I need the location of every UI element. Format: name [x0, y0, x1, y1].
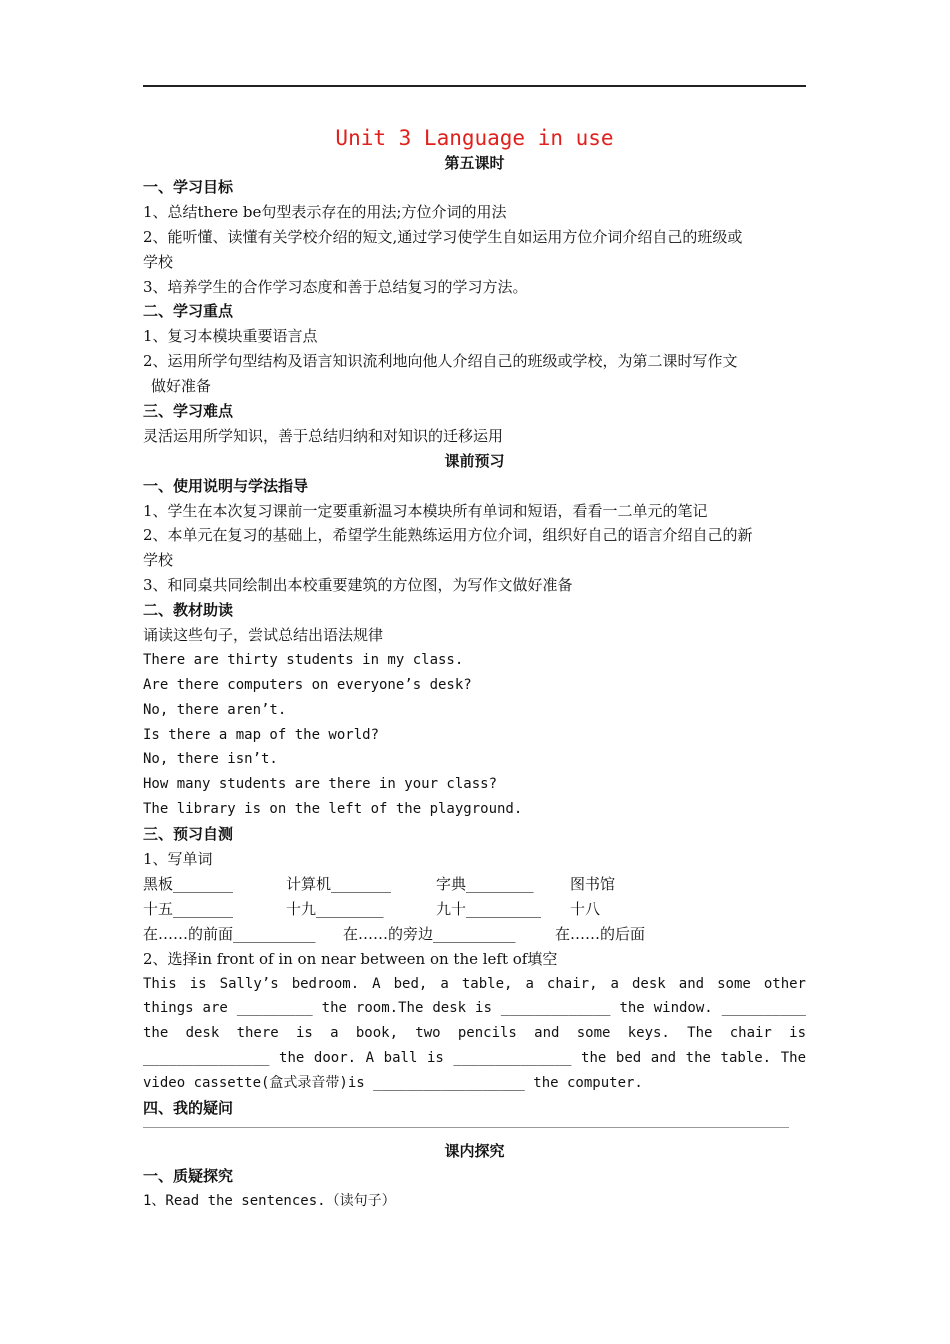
page-title: Unit 3 Language in use	[335, 126, 614, 150]
example-sentence: No, there isn’t.	[143, 751, 278, 768]
vocab-blank[interactable]: 十五________	[143, 899, 234, 918]
vocab-blank[interactable]: 图书馆	[570, 874, 616, 893]
key-point-item: 2、运用所学句型结构及语言知识流利地向他人介绍自己的班级或学校，为第二课时写作文	[143, 352, 738, 371]
vocab-blank[interactable]: 在……的前面___________	[143, 924, 316, 943]
passage-line[interactable]: _______________ the door. A ball is ______________ the bed and the table. The	[143, 1050, 806, 1067]
key-point-item: 1、复习本模块重要语言点	[143, 327, 318, 346]
vocab-blank[interactable]: 计算机________	[286, 874, 392, 893]
difficulty-item: 灵活运用所学知识，善于总结归纳和对知识的迁移运用	[143, 426, 504, 445]
lesson-subtitle: 第五课时	[444, 154, 505, 172]
reading-heading: 二、教材助读	[143, 601, 234, 620]
key-point-item: 做好准备	[151, 377, 212, 396]
vocab-row	[143, 922, 806, 947]
goal-item: 3、培养学生的合作学习态度和善于总结复习的学习方法。	[143, 277, 528, 296]
goal-item: 学校	[143, 252, 174, 271]
in-class-heading: 课内探究	[444, 1141, 505, 1160]
choose-label: 2、选择in front of in on near between on the left of填空	[143, 949, 558, 968]
vocab-row	[143, 897, 806, 922]
example-sentence: There are thirty students in my class.	[143, 651, 464, 668]
vocab-blank[interactable]: 在……的后面	[555, 924, 646, 943]
read-item: 1、Read the sentences.（读句子）	[143, 1192, 396, 1209]
divider	[143, 1127, 806, 1139]
guide-item: 2、本单元在复习的基础上，希望学生能熟练运用方位介词，组织好自己的语言介绍自己的新	[143, 526, 753, 545]
goal-item: 1、总结there be句型表示存在的用法;方位介词的用法	[143, 202, 507, 221]
goals-heading: 一、学习目标	[143, 178, 234, 196]
passage-line[interactable]: video cassette(盒式录音带)is __________________ the computer.	[143, 1075, 643, 1092]
passage-line[interactable]: things are _________ the room.The desk is _____________ the window. __________	[143, 1000, 806, 1017]
example-sentence: Is there a map of the world?	[143, 726, 380, 743]
worksheet-page	[143, 124, 806, 1214]
key-points-heading: 二、学习重点	[143, 302, 234, 321]
guide-item: 3、和同桌共同绘制出本校重要建筑的方位图，为写作文做好准备	[143, 576, 573, 595]
reading-intro: 诵读这些句子，尝试总结出语法规律	[143, 626, 384, 645]
example-sentence: No, there aren’t.	[143, 701, 287, 718]
vocab-blank[interactable]: 黑板________	[143, 874, 234, 893]
difficulties-heading: 三、学习难点	[143, 402, 234, 421]
example-sentence: Are there computers on everyone’s desk?	[143, 676, 472, 693]
passage-line: This is Sally’s bedroom. A bed, a table, a chair, a desk and some other	[143, 975, 806, 992]
vocab-blank[interactable]: 字典_________	[436, 874, 534, 893]
questions-heading: 四、我的疑问	[143, 1098, 234, 1117]
inquiry-heading: 一、质疑探究	[143, 1166, 234, 1185]
example-sentence: How many students are there in your class?	[143, 776, 498, 793]
guide-item: 1、学生在本次复习课前一定要重新温习本模块所有单词和短语，看看一二单元的笔记	[143, 501, 708, 520]
preview-heading: 课前预习	[444, 451, 505, 470]
top-rule	[143, 85, 806, 87]
guide-heading: 一、使用说明与学法指导	[143, 476, 309, 495]
vocab-blank[interactable]: 九十__________	[436, 899, 542, 918]
vocab-blank[interactable]: 在……的旁边___________	[343, 924, 516, 943]
self-test-heading: 三、预习自测	[143, 825, 234, 844]
passage-line: the desk there is a book, two pencils and some keys. The chair is	[143, 1025, 806, 1042]
goal-item: 2、能听懂、读懂有关学校介绍的短文,通过学习使学生自如运用方位介词介绍自己的班级或	[143, 227, 743, 246]
vocab-blank[interactable]: 十八	[570, 899, 601, 918]
vocab-blank[interactable]: 十九_________	[286, 899, 384, 918]
example-sentence: The library is on the left of the playground.	[143, 801, 523, 818]
guide-item: 学校	[143, 551, 174, 570]
write-words-label: 1、写单词	[143, 850, 213, 869]
vocab-row	[143, 872, 806, 897]
